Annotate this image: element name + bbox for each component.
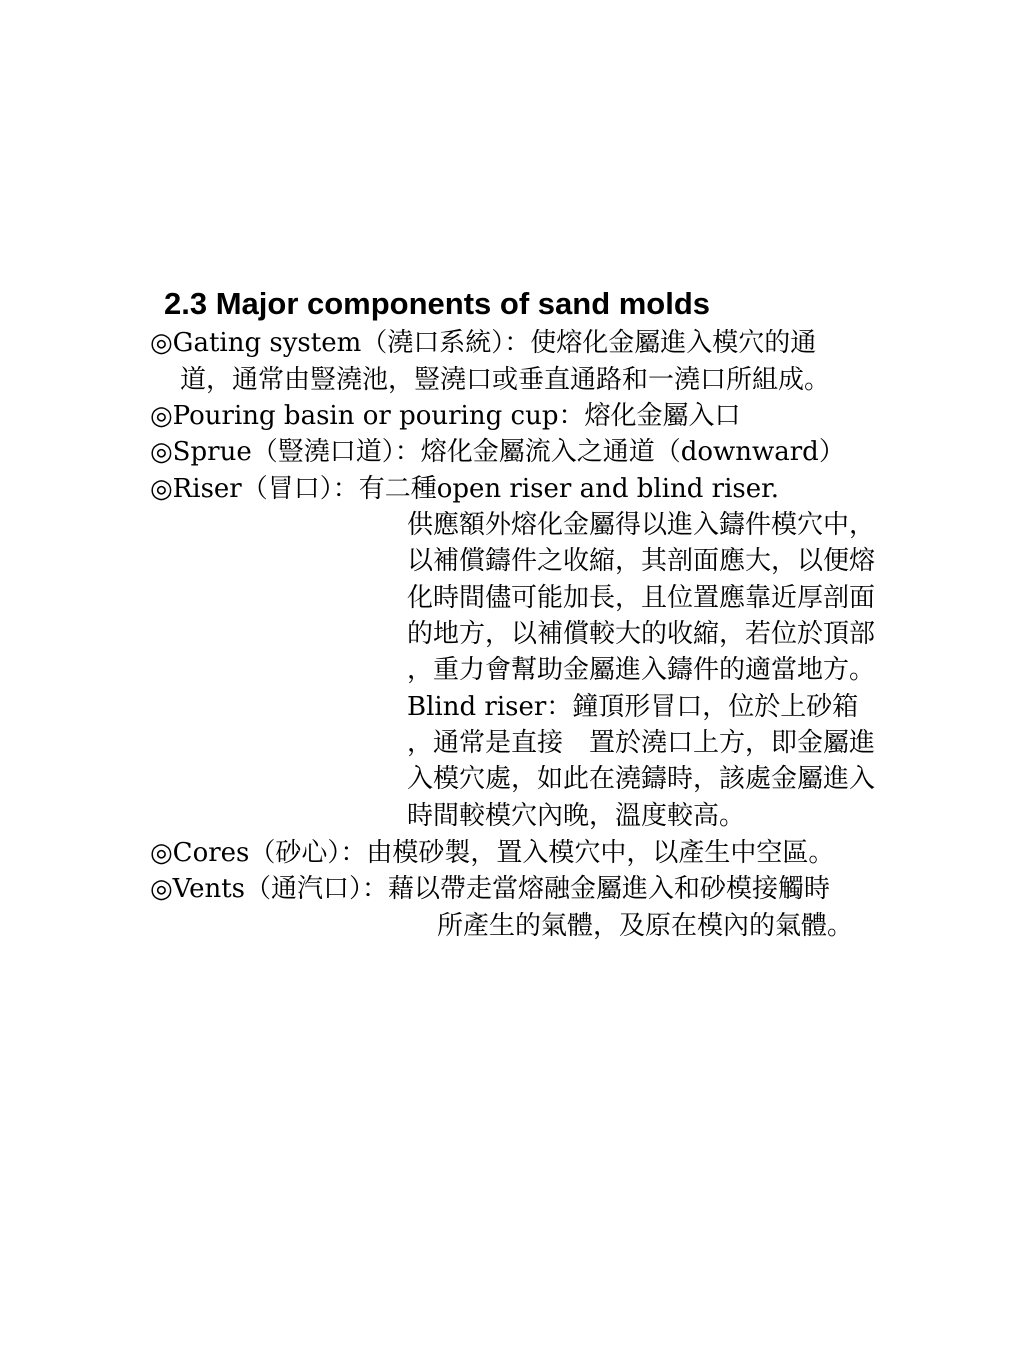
riser-description-line-2: 以補償鑄件之收縮，其剖面應大，以便熔: [407, 546, 876, 576]
blind-riser-line-3: 入模穴處，如此在澆鑄時，該處金屬進入: [407, 764, 876, 794]
vents-line-1: ◎Vents（通汽口）：藉以帶走當熔融金屬進入和砂模接觸時: [150, 874, 830, 904]
blind-riser-line-2: ，通常是直接 置於澆口上方，即金屬進: [407, 728, 876, 758]
gating-system-line-2: 道，通常由豎澆池，豎澆口或垂直通路和一澆口所組成。: [180, 365, 831, 395]
riser-description-line-3: 化時間儘可能加長，且位置應靠近厚剖面: [407, 583, 876, 613]
gating-system-line-1: ◎Gating system（澆口系統）：使熔化金屬進入模穴的通: [150, 328, 817, 358]
blind-riser-line-4: 時間較模穴內晚，溫度較高。: [407, 801, 746, 831]
riser-line: ◎Riser（冒口）：有二種open riser and blind riser.: [150, 474, 779, 504]
vents-line-2: 所產生的氣體，及原在模內的氣體。: [437, 911, 854, 941]
riser-description-line-4: 的地方，以補償較大的收縮，若位於頂部: [407, 619, 876, 649]
riser-description-line-5: ，重力會幫助金屬進入鑄件的適當地方。: [407, 655, 876, 685]
blind-riser-line-1: Blind riser：鐘頂形冒口，位於上砂箱: [407, 692, 859, 722]
cores-line: ◎Cores（砂心）：由模砂製，置入模穴中，以產生中空區。: [150, 838, 835, 868]
sprue-line: ◎Sprue（豎澆口道）：熔化金屬流入之通道（downward）: [150, 437, 845, 467]
riser-description-line-1: 供應額外熔化金屬得以進入鑄件模穴中，: [407, 510, 876, 540]
section-title: 2.3 Major components of sand molds: [164, 286, 711, 321]
pouring-basin-line: ◎Pouring basin or pouring cup：熔化金屬入口: [150, 401, 741, 431]
